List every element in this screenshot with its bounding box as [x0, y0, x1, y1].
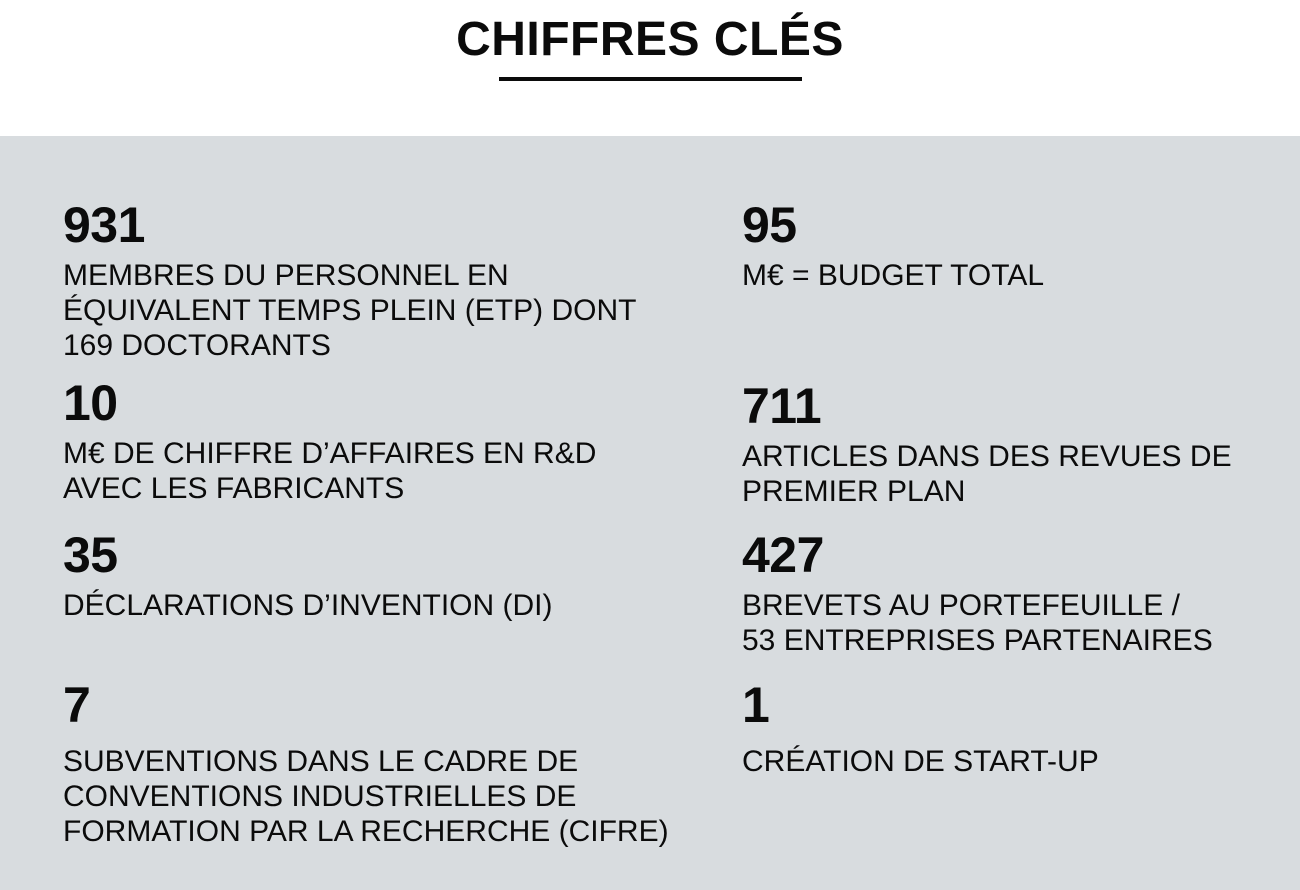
stat-rd-revenue [63, 375, 703, 506]
stat-value: 7 [63, 677, 91, 733]
stat-value: 1 [742, 677, 770, 733]
stat-invention-declarations [63, 527, 703, 623]
stat-budget [742, 197, 1272, 293]
stat-label: MEMBRES DU PERSONNEL EN ÉQUIVALENT TEMPS PLEIN (ETP) DONT 169 DOCTORANTS [63, 259, 637, 362]
stat-patents [742, 527, 1272, 658]
stat-staff [63, 197, 703, 363]
stat-articles [742, 378, 1272, 509]
stat-value: 711 [742, 378, 822, 434]
stat-value: 95 [742, 197, 797, 253]
stats-panel [0, 136, 1300, 890]
stat-label: M€ DE CHIFFRE D’AFFAIRES EN R&D AVEC LES FABRICANTS [63, 437, 597, 505]
stat-label: DÉCLARATIONS D’INVENTION (DI) [63, 589, 553, 622]
stat-value: 427 [742, 527, 824, 583]
stat-value: 931 [63, 197, 145, 253]
stat-label: M€ = BUDGET TOTAL [742, 259, 1045, 292]
stat-label: BREVETS AU PORTEFEUILLE / 53 ENTREPRISES PARTENAIRES [742, 589, 1213, 657]
stat-label: SUBVENTIONS DANS LE CADRE DE CONVENTIONS INDUSTRIELLES DE FORMATION PAR LA RECHERCHE (CIFRE) [63, 745, 669, 848]
stat-value: 35 [63, 527, 118, 583]
stat-label: ARTICLES DANS DES REVUES DE PREMIER PLAN [742, 440, 1232, 508]
stat-cifre-grants [63, 677, 703, 849]
title-underline [499, 77, 802, 81]
stat-value: 10 [63, 375, 118, 431]
stat-startups [742, 677, 1272, 779]
stat-label: CRÉATION DE START-UP [742, 745, 1099, 778]
page-title: CHIFFRES CLÉS [456, 13, 844, 66]
